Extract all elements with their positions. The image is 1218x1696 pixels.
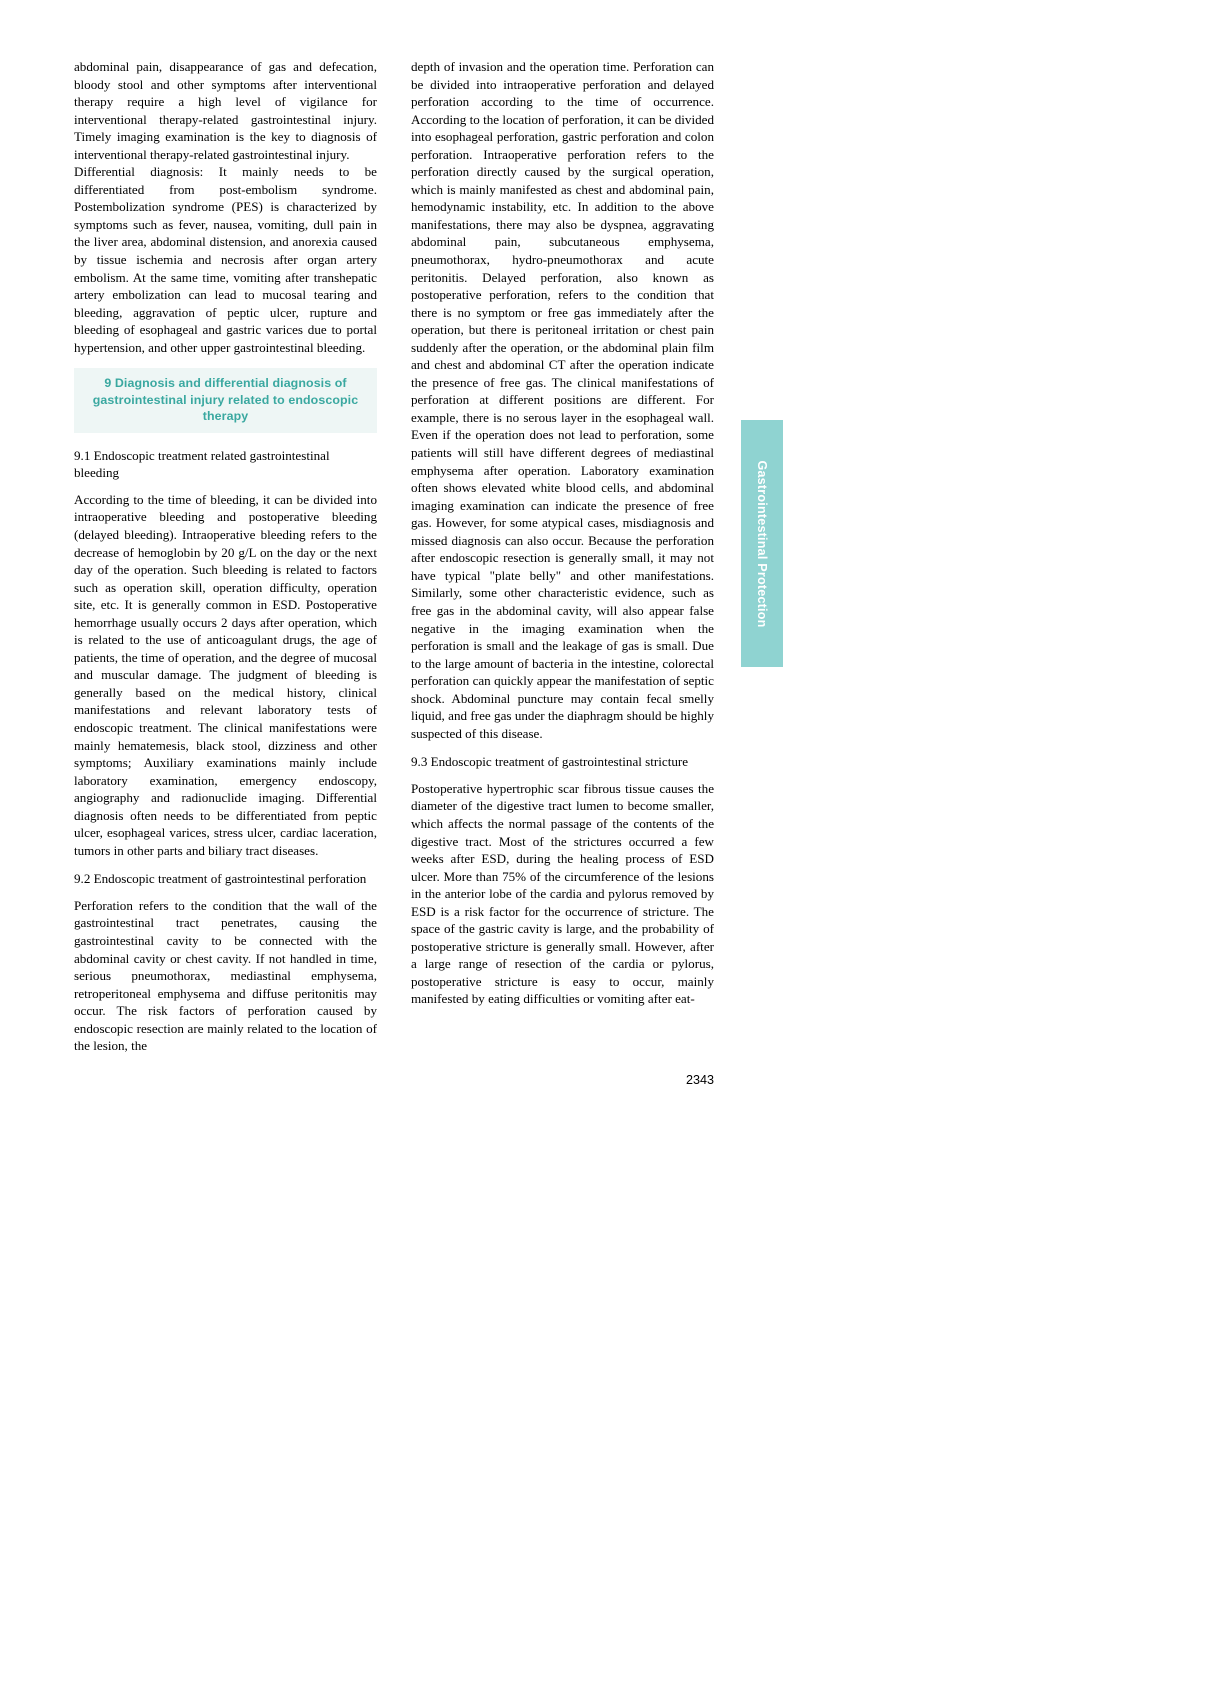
paragraph: Perforation refers to the condition that the wall of the gastrointestinal tract penetrates, causing the gastrointestinal cavity to be connected with the abdominal cavity or chest cavity. If not handled in time, serious pneumothorax, mediastinal emphysema, retroperitoneal emphysema and diffuse peritonitis may occur. The risk factors of perforation caused by endoscopic resection are mainly related to the location of the lesion, the (74, 897, 377, 1054)
section-heading-box (74, 368, 377, 433)
paragraph: Differential diagnosis: It mainly needs to be differentiated from post-embolism syndrome. Postembolization syndrome (PES) is characterized by symptoms such as fever, nausea, vomiting, dull pain in the liver area, abdominal distension, and anorexia caused by tissue ischemia and necrosis after organ artery embolism. At the same time, vomiting after transhepatic artery embolization can lead to mucosal tearing and bleeding, aggravation of peptic ulcer, rupture and bleeding of esophageal and gastric varices due to portal hypertension, and other upper gastrointestinal bleeding. (74, 164, 377, 355)
left-column (74, 58, 377, 1055)
subsection-heading-9-2: 9.2 Endoscopic treatment of gastrointestinal perforation (74, 871, 367, 887)
paragraph: abdominal pain, disappearance of gas and defecation, bloody stool and other symptoms after interventional therapy require a high level of vigilance for interventional therapy-related gastrointestinal injury. Timely imaging examination is the key to diagnosis of interventional therapy-related gastrointestinal injury. (74, 59, 377, 162)
paragraph: According to the time of bleeding, it can be divided into intraoperative bleeding and postoperative bleeding (delayed bleeding). Intraoperative bleeding refers to the decrease of hemoglobin by 20 g/L on the day or the next day of the operation. Such bleeding is related to factors such as operation skill, operation difficulty, operation site, etc. It is generally common in ESD. Postoperative hemorrhage usually occurs 2 days after operation, which is related to the use of anticoagulant drugs, the age of patients, the time of operation, and the degree of mucosal and muscular damage. The judgment of bleeding is generally based on the medical history, clinical manifestations and relevant laboratory tests of endoscopic treatment. The clinical manifestations were mainly hematemesis, black stool, dizziness and other symptoms; Auxiliary examinations mainly include laboratory examination, emergency endoscopy, angiography and radionuclide imaging. Differential diagnosis often needs to be differentiated from peptic ulcer, esophageal varices, stress ulcer, cardiac laceration, tumors in other parts and biliary tract diseases. (74, 491, 377, 858)
side-tab-gastrointestinal-protection (741, 420, 783, 667)
page-number: 2343 (685, 1073, 714, 1087)
two-column-body (74, 58, 714, 1055)
section-heading-text: 9 Diagnosis and differential diagnosis of gastrointestinal injury related to endoscopic therapy (92, 376, 359, 424)
subsection-heading-9-3: 9.3 Endoscopic treatment of gastrointestinal stricture (411, 754, 689, 770)
side-tab-label: Gastrointestinal Protection (755, 459, 769, 628)
paragraph: Postoperative hypertrophic scar fibrous tissue causes the diameter of the digestive tract lumen to become smaller, which affects the normal passage of the contents of the digestive tract. Most of the strictures occurred a few weeks after ESD, during the healing process of ESD ulcer. More than 75% of the circumference of the lesions in the anterior lobe of the cardia and pylorus removed by ESD is a risk factor for the occurrence of stricture. The space of the gastric cavity is large, and the probability of postoperative stricture is generally small. However, after a large range of resection of the cardia or pylorus, postoperative stricture is easy to occur, mainly manifested by eating difficulties or vomiting after eat- (411, 780, 714, 1007)
right-column (411, 58, 714, 1055)
paragraph: depth of invasion and the operation time. Perforation can be divided into intraoperative perforation and delayed perforation according to the time of occurrence. According to the location of perforation, it can be divided into esophageal perforation, gastric perforation and colon perforation. Intraoperative perforation refers to the perforation directly caused by the surgical operation, which is mainly manifested as chest and abdominal pain, hemodynamic instability, etc. In addition to the above manifestations, there may also be dyspnea, aggravating abdominal pain, subcutaneous emphysema, pneumothorax, hydro-pneumothorax and acute peritonitis. Delayed perforation, also known as postoperative perforation, refers to the condition that there is no symptom or free gas immediately after the operation, but there is peritoneal irritation or chest pain suddenly after the operation, or the abdominal plain film and chest and abdominal CT after the operation indicate the presence of free gas. The clinical manifestations of perforation at different positions are different. For example, there is no serous layer in the esophageal wall. Even if the operation does not lead to perforation, some patients will still have different degrees of mediastinal emphysema after operation. Laboratory examination often shows elevated white blood cells, and abdominal imaging examination can indicate the presence of free gas. However, for some atypical cases, misdiagnosis and missed diagnosis can also occur. Because the perforation after endoscopic resection is generally small, it may not have typical "plate belly" and other manifestations. Similarly, some other characteristic evidence, such as free gas in the abdominal cavity, will also appear false negative in the imaging examination when the perforation is small and the leakage of gas is small. Due to the large amount of bacteria in the intestine, colorectal perforation can quickly appear the manifestation of septic shock. Abdominal puncture may contain fecal smelly liquid, and free gas under the diaphragm should be highly suspected of this disease. (411, 59, 714, 741)
subsection-heading-9-1: 9.1 Endoscopic treatment related gastrointestinal bleeding (74, 447, 330, 481)
